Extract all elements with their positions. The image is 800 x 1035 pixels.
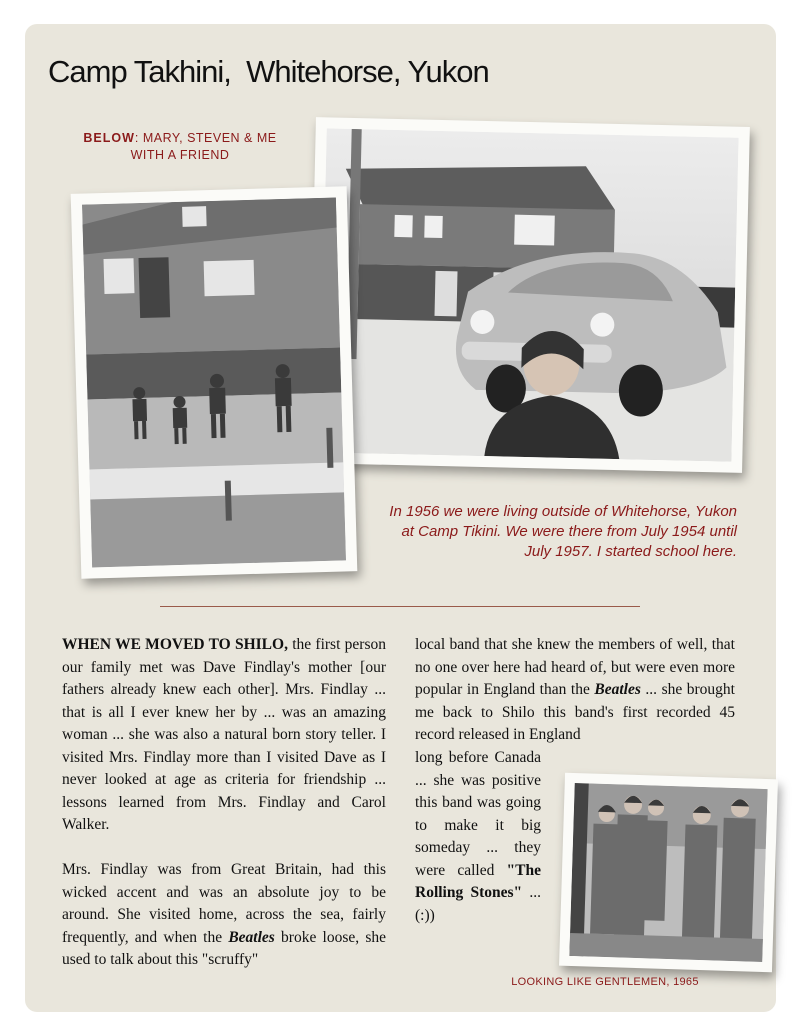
car-photo [308,117,750,473]
band-photo [559,773,778,973]
paragraph-3-narrow: long before Canada ... she was positive this band was going to make it big someday ... they were called [415,749,541,879]
body-column-right-top [415,634,735,747]
paragraph-1 [62,634,386,837]
divider [160,606,640,607]
paragraph-3-end: ... (:)) [415,884,541,924]
paragraph-3-start: local band that she knew the members of well, that no one over here had heard of, but were even more popular in England than the [415,636,735,698]
beatles-emphasis: Beatles [594,681,641,698]
band-name: "The Rolling Stones" [415,861,541,901]
kids-photo [71,186,358,579]
below-caption-text: : MARY, STEVEN & ME WITH A FRIEND [130,131,277,162]
page-panel [25,24,776,1012]
paragraph-2 [62,859,386,972]
paragraph-gap [62,837,386,860]
paragraph-3-mid: ... she brought me back to Shilo this band's first recorded 45 record released in England [415,681,735,743]
kids-photo-caption [80,130,280,164]
body-column-right-narrow [415,747,541,927]
body-column-left [62,634,386,972]
paragraph-1-text: the first person our family met was Dave Findlay's mother [our fathers already knew each other]. Mrs. Findlay ... that is all I ever knew her by ... was an amazing woman ... she was also a natural born story teller. I visited Mrs. Findlay more than I visited Dave as I never looked at age as criteria for friendship ... lessons learned from Mrs. Findlay and Carol Walker. [62,636,386,833]
band-photo-caption: LOOKING LIKE GENTLEMEN, 1965 [511,976,699,988]
kids-photo-image [82,198,346,568]
beatles-emphasis: Beatles [228,928,275,946]
band-photo-image [569,783,767,962]
page-title: Camp Takhini, Whitehorse, Yukon [48,54,489,89]
paragraph-2-start: Mrs. Findlay was from Great Britain, had this wicked accent and was an absolute joy to be around. She visited home, across the sea, fairly frequently, and when the [62,861,386,946]
paragraph-3 [415,634,735,747]
car-photo-image [319,128,738,461]
lead-in: WHEN WE MOVED TO SHILO, [62,636,288,653]
car-photo-caption: In 1956 we were living outside of Whitehorse, Yukon at Camp Tikini. We were there from July 1954 until July 1957. I started school here. [389,503,737,560]
below-label: BELOW [83,131,135,145]
paragraph-2-end: broke loose, she used to talk about this "scruffy" [62,928,387,968]
paragraph-3-cont [415,747,541,927]
